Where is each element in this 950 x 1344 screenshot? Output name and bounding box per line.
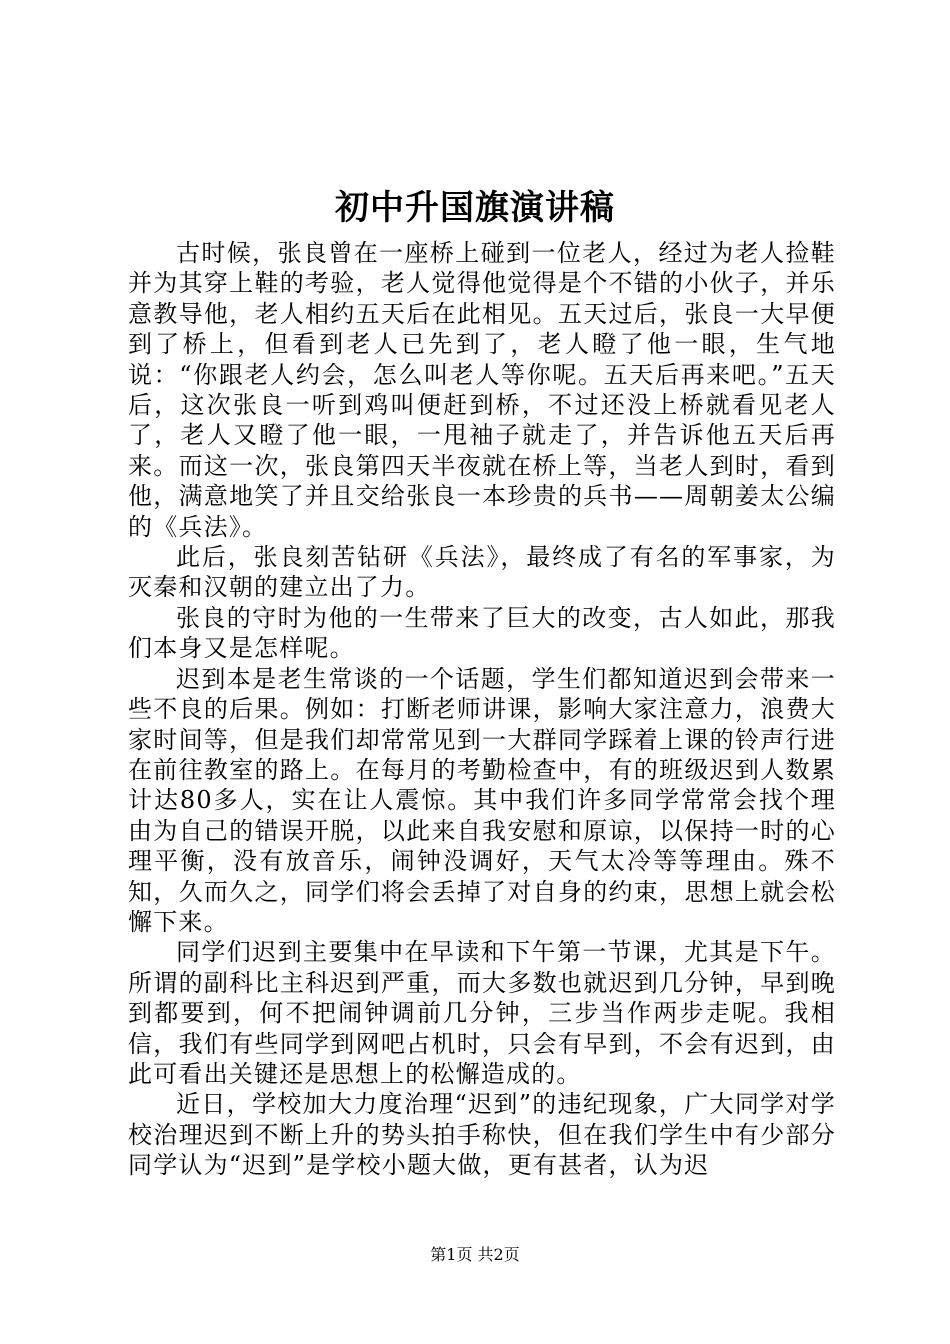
paragraph-1: 古时候，张良曾在一座桥上碰到一位老人，经过为老人捡鞋并为其穿上鞋的考验，老人觉得他觉得是个不错的小伙子，并乐意教导他，老人相约五天后在此相见。五天过后，张良一大早便到了桥上，但看到老人已先到了，老人瞪了他一眼，生气地说：“你跟老人约会，怎么叫老人等你呢。五天后再来吧。”五天后，这次张良一听到鸡叫便赶到桥，不过还没上桥就看见老人了，老人又瞪了他一眼，一甩袖子就走了，并告诉他五天后再来。而这一次，张良第四天半夜就在桥上等，当老人到时，看到他，满意地笑了并且交给张良一本珍贵的兵书——周朝姜太公编的《兵法》。 xyxy=(128,239,836,541)
paragraph-6: 近日，学校加大力度治理“迟到”的违纪现象，广大同学对学校治理迟到不断上升的势头拍手称快，但在我们学生中有少部分同学认为“迟到”是学校小题大做，更有甚者，认为迟 xyxy=(128,1090,836,1180)
paragraph-4: 迟到本是老生常谈的一个话题，学生们都知道迟到会带来一些不良的后果。例如：打断老师讲课，影响大家注意力，浪费大家时间等，但是我们却常常见到一大群同学踩着上课的铃声行进在前往教室的路上。在每月的考勤检查中，有的班级迟到人数累计达80多人，实在让人震惊。其中我们许多同学常常会找个理由为自己的错误开脱，以此来自我安慰和原谅，以保持一时的心理平衡，没有放音乐，闹钟没调好，天气太冷等等理由。殊不知，久而久之，同学们将会丢掉了对自身的约束，思想上就会松懈下来。 xyxy=(128,664,836,936)
document-body xyxy=(128,238,836,1181)
paragraph-2: 此后，张良刻苦钻研《兵法》，最终成了有名的军事家，为灭秦和汉朝的建立出了力。 xyxy=(128,543,836,602)
paragraph-3: 张良的守时为他的一生带来了巨大的改变，古人如此，那我们本身又是怎样呢。 xyxy=(128,603,836,663)
document-title: 初中升国旗演讲稿 xyxy=(335,188,615,228)
page-footer: 第1页 共2页 xyxy=(430,1245,520,1264)
paragraph-5: 同学们迟到主要集中在早读和下午第一节课，尤其是下午。所谓的副科比主科迟到严重，而大多数也就迟到几分钟，早到晚到都要到，何不把闹钟调前几分钟，三步当作两步走呢。我相信，我们有些同学到网吧占机时，只会有早到，不会有迟到，由此可看出关键还是思想上的松懈造成的。 xyxy=(128,938,836,1088)
